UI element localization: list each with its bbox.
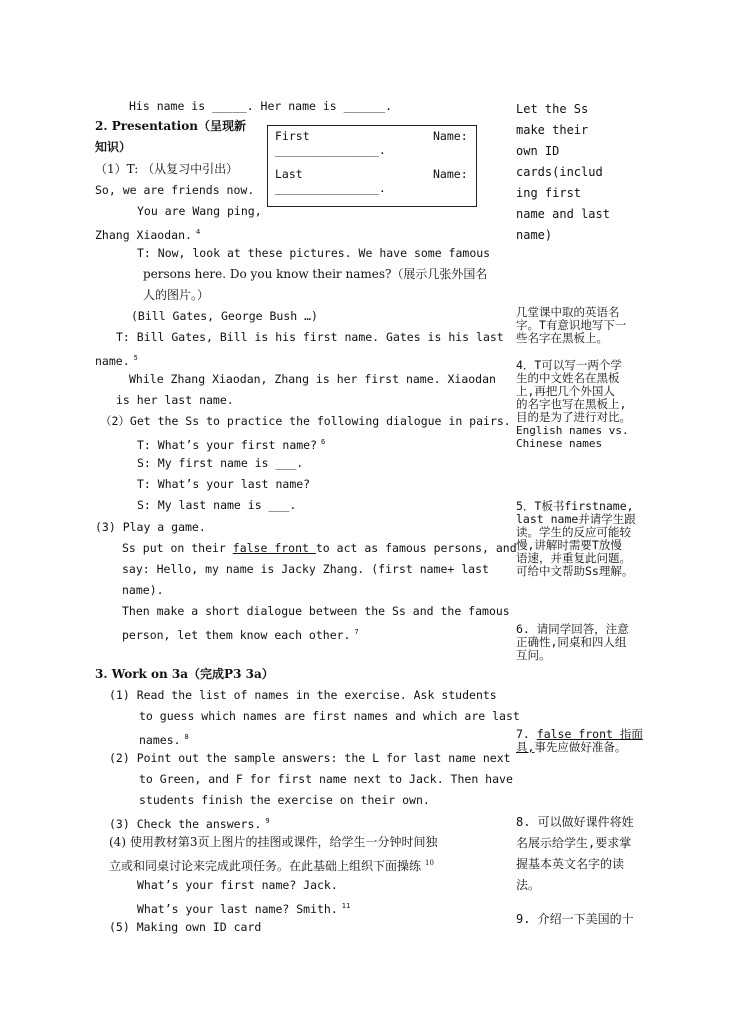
text-line: So, we are friends now. — [95, 183, 255, 197]
text-line: T: Bill Gates, Bill is his first name. Gates is his last — [116, 330, 504, 344]
footnote-4: 4 — [195, 228, 201, 236]
dialogue-line: S: My last name is ___. — [137, 498, 297, 512]
text-line: person, let them know each other. $^7$ — [122, 627, 359, 642]
side-note-6: 6. 请同学回答，注意 正确性,同桌和四人组 互问。 — [516, 622, 629, 662]
text-line: 人的图片。） — [143, 288, 210, 302]
footnote-6: 6 — [321, 438, 326, 446]
text-line: (3) Check the answers. $^9$ — [109, 816, 270, 831]
side-note-7: 7. false front 指面 具,事先应做好准备。 — [516, 727, 643, 754]
text-line: 立或和同桌讨论来完成此项任务。在此基础上组织下面操练 $^{10}$ — [109, 859, 434, 873]
text-line: What’s your first name? Jack. — [137, 878, 338, 892]
side-note-5: 5．T板书firstname, last name并请学生跟 读。学生的反应可能较 慢,讲解时需要T放慢 语速，并重复此问题。 可给中文帮助Ss理解。 — [516, 499, 636, 578]
text-line: name. $^5$ — [95, 353, 138, 368]
text-line: (5) Making own ID card — [109, 920, 262, 934]
footnote-9: 9 — [265, 817, 270, 825]
text-line: What’s your last name? Smith. $^{11}$ — [137, 901, 351, 916]
text-line: students finish the exercise on their own. — [139, 793, 430, 807]
section-2-heading-cont: 知识） — [95, 140, 132, 154]
text-line: Ss put on their false front to act as famous persons, and — [122, 541, 517, 555]
text-line: to Green, and F for first name next to Jack. Then have — [139, 772, 513, 786]
false-front-term: false front — [232, 541, 316, 555]
side-note-4: 4．T可以写一两个学 生的中文姓名在黑板 上,再把几个外国人 的名字也写在黑板上, 目的是为了进行对比。 English names vs. Chinese names — [516, 358, 631, 450]
dialogue-line: S: My first name is ___. — [137, 456, 304, 470]
side-note-8: 8. 可以做好课件将姓 名展示给学生,要求掌 握基本英文名字的读 法。 — [516, 815, 634, 892]
card-first-blank: _______________. — [275, 143, 386, 157]
step-3-label: (3) Play a game. — [95, 520, 206, 534]
section-2-heading: 2. Presentation（呈现新 — [95, 119, 246, 133]
text-line: say: Hello, my name is Jacky Zhang. (first name+ last — [122, 562, 489, 576]
text-line: is her last name. — [116, 393, 234, 407]
footnote-10: 10 — [425, 859, 434, 867]
text-line: You are Wang ping, — [137, 204, 262, 218]
text-line: T: Now, look at these pictures. We have some famous — [137, 246, 491, 260]
card-first-name-label: Name: — [433, 129, 468, 143]
text-line: (Bill Gates, George Bush …) — [131, 309, 318, 323]
text-line: Zhang Xiaodan. $^4$ — [95, 227, 201, 242]
step-1-label: （1）T: （从复习中引出） — [95, 162, 239, 176]
card-last-name-label: Name: — [433, 167, 468, 181]
text-line: name). — [122, 583, 164, 597]
text-line: Then make a short dialogue between the Ss and the famous — [122, 604, 510, 618]
text-line: While Zhang Xiaodan, Zhang is her first name. Xiaodan — [129, 372, 496, 386]
text-line: (4) 使用教材第3页上图片的挂图或课件，给学生一分钟时间独 — [109, 835, 438, 849]
footnote-11: 11 — [341, 902, 351, 910]
step-2-label: （2）Get the Ss to practice the following dialogue in pairs. — [100, 414, 511, 428]
footnote-5: 5 — [133, 354, 138, 362]
section-3-heading: 3. Work on 3a（完成P3 3a） — [95, 667, 274, 681]
name-card-box — [267, 125, 477, 207]
footnote-8: 8 — [184, 733, 189, 741]
footnote-7: 7 — [354, 628, 359, 636]
text-line: (1) Read the list of names in the exercise. Ask students — [109, 688, 497, 702]
dialogue-line: T: What’s your first name? $^6$ — [137, 437, 326, 452]
card-last-label: Last — [275, 167, 303, 181]
card-first-label: First — [275, 129, 310, 143]
blank-sentence: His name is _____. Her name is ______. — [129, 99, 393, 113]
text-line: to guess which names are first names and which are last — [139, 709, 520, 723]
text-line: names. $^8$ — [139, 732, 189, 747]
dialogue-line: T: What’s your last name? — [137, 477, 311, 491]
card-last-blank: _______________. — [275, 181, 386, 195]
side-note-9: 9. 介绍一下美国的十 — [516, 912, 634, 926]
side-note-english-names: 几堂课中取的英语名 字。T有意识地写下一 些名字在黑板上。 — [516, 305, 627, 345]
text-line: (2) Point out the sample answers: the L for last name next — [109, 751, 511, 765]
text-line: persons here. Do you know their names?（展示几张外国名 — [143, 267, 488, 281]
side-note-id-card: Let the Ss make their own ID cards(includ ing first name and last name) — [516, 102, 610, 242]
